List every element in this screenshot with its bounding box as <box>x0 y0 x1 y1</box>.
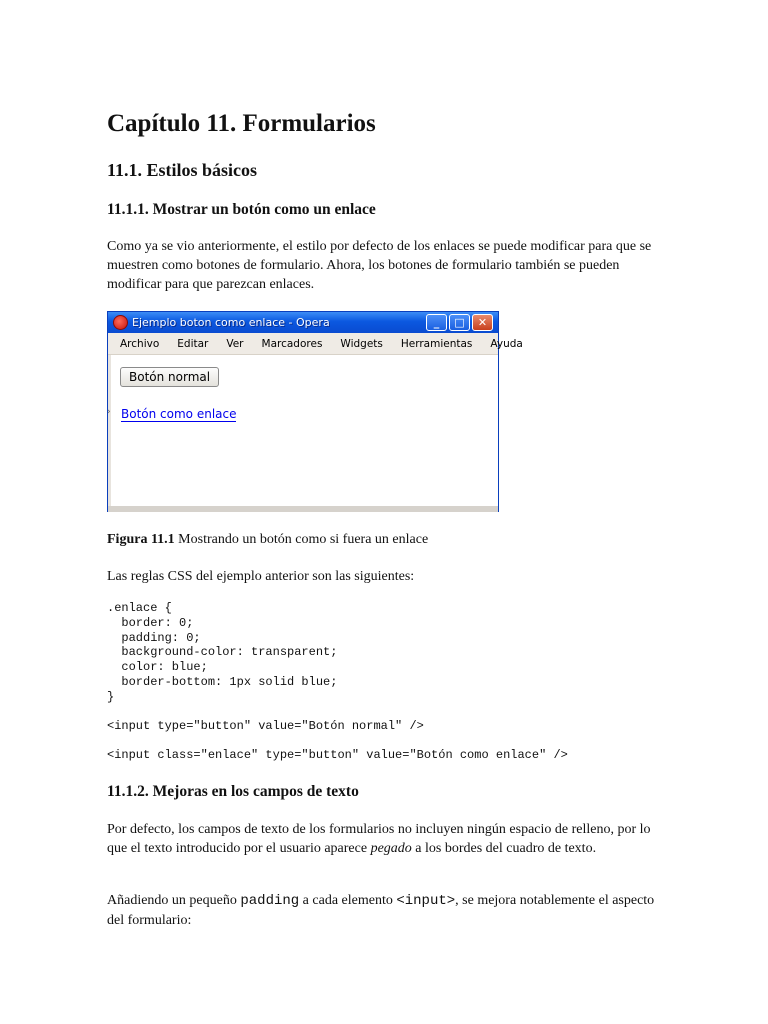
figure-browser-window <box>107 311 523 512</box>
link-styled-button: Botón como enlace <box>121 407 237 421</box>
subsection-title-2: 11.1.2. Mejoras en los campos de texto <box>107 783 359 800</box>
menu-herramientas: Herramientas <box>400 337 473 350</box>
menu-marcadores: Marcadores <box>261 337 323 350</box>
paragraph-2: Las reglas CSS del ejemplo anterior son las siguientes: <box>107 569 415 584</box>
window-content <box>108 355 498 512</box>
paragraph-4 <box>107 891 667 930</box>
paragraph-3 <box>107 820 667 858</box>
window-controls <box>426 314 493 331</box>
opera-icon <box>113 315 128 330</box>
figure-caption-text: Mostrando un botón como si fuera un enlace <box>174 532 429 547</box>
section-title: 11.1. Estilos básicos <box>107 160 258 180</box>
window-menubar <box>108 333 523 355</box>
paragraph-4-code-padding: padding <box>240 893 300 909</box>
code-input-1: <input type="button" value="Botón normal" /> <box>107 719 424 733</box>
menu-widgets: Widgets <box>340 337 383 350</box>
paragraph-4-text-c: , se mejora notablemente el aspecto del formulario: <box>107 893 655 928</box>
subsection-title-1: 11.1.1. Mostrar un botón como un enlace <box>107 201 376 218</box>
window-statusbar <box>108 506 498 512</box>
paragraph-4-text-b: a cada elemento <box>299 893 397 908</box>
paragraph-3-text-a: Por defecto, los campos de texto de los formularios no incluyen ningún espacio de relleno, por lo que el texto introducido por el usuario aparece <box>107 822 651 856</box>
chapter-title: Capítulo 11. Formularios <box>107 110 376 137</box>
paragraph-3-emphasis: pegado <box>370 841 412 856</box>
menu-editar: Editar <box>177 337 209 350</box>
figure-label: Figura 11.1 <box>107 532 175 547</box>
menu-archivo: Archivo <box>120 337 160 350</box>
paragraph-1: Como ya se vio anteriormente, el estilo por defecto de los enlaces se puede modificar para que se muestren como botones de formulario. Ahora, los botones de formulario también se pueden modificar para que parezcan enlaces. <box>107 239 652 292</box>
menu-ver: Ver <box>226 337 244 350</box>
code-css: .enlace { border: 0; padding: 0; background-color: transparent; color: blue; border-bottom: 1px solid blue; } <box>107 601 338 704</box>
minimize-icon: _ <box>426 314 447 331</box>
figure-caption <box>107 530 667 549</box>
window-title: Ejemplo boton como enlace - Opera <box>132 316 330 329</box>
window-titlebar <box>108 312 498 333</box>
paragraph-3-text-b: a los bordes del cuadro de texto. <box>411 841 597 856</box>
code-input-2: <input class="enlace" type="button" value="Botón como enlace" /> <box>107 748 568 762</box>
menu-ayuda: Ayuda <box>490 337 523 350</box>
panel-toggle-icon: › <box>107 407 111 417</box>
maximize-icon: □ <box>449 314 470 331</box>
paragraph-4-code-input: <input> <box>396 893 456 909</box>
window-side-edge <box>108 355 111 512</box>
normal-button: Botón normal <box>120 367 219 387</box>
close-icon: ✕ <box>472 314 493 331</box>
paragraph-4-text-a: Añadiendo un pequeño <box>107 893 241 908</box>
